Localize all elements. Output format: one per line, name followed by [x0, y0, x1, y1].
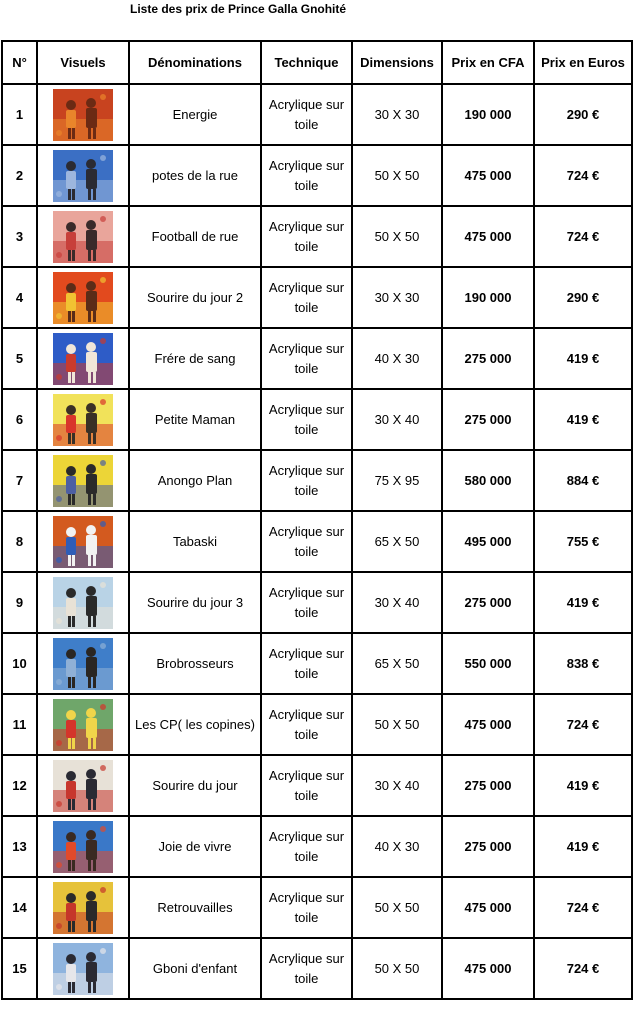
artwork-thumbnail[interactable]: [53, 89, 113, 141]
price-euro: 755 €: [534, 511, 632, 572]
price-euro: 724 €: [534, 145, 632, 206]
artwork-name: Energie: [129, 84, 261, 145]
artwork-thumbnail[interactable]: [53, 577, 113, 629]
price-cfa: 275 000: [442, 755, 534, 816]
artwork-dimensions: 50 X 50: [352, 694, 442, 755]
artwork-dimensions: 50 X 50: [352, 206, 442, 267]
artwork-name: Les CP( les copines): [129, 694, 261, 755]
price-euro: 724 €: [534, 938, 632, 999]
price-euro: 419 €: [534, 755, 632, 816]
artwork-name: Gboni d'enfant: [129, 938, 261, 999]
price-euro: 290 €: [534, 84, 632, 145]
artwork-technique: Acrylique sur toile: [261, 145, 352, 206]
artwork-thumbnail[interactable]: [53, 943, 113, 995]
table-row: [2, 389, 632, 450]
artwork-technique: Acrylique sur toile: [261, 694, 352, 755]
artwork-dimensions: 30 X 40: [352, 755, 442, 816]
artwork-technique: Acrylique sur toile: [261, 938, 352, 999]
table-row: [2, 511, 632, 572]
price-euro: 290 €: [534, 267, 632, 328]
artwork-visual: [37, 633, 129, 694]
artwork-technique: Acrylique sur toile: [261, 877, 352, 938]
artwork-visual: [37, 206, 129, 267]
price-euro: 419 €: [534, 816, 632, 877]
header-row: [2, 41, 632, 84]
artwork-technique: Acrylique sur toile: [261, 816, 352, 877]
artwork-thumbnail[interactable]: [53, 638, 113, 690]
artwork-name: Petite Maman: [129, 389, 261, 450]
price-cfa: 275 000: [442, 572, 534, 633]
table-row: [2, 694, 632, 755]
price-cfa: 495 000: [442, 511, 534, 572]
table-row: [2, 572, 632, 633]
row-number: 11: [2, 694, 37, 755]
artwork-dimensions: 75 X 95: [352, 450, 442, 511]
artwork-thumbnail[interactable]: [53, 699, 113, 751]
row-number: 9: [2, 572, 37, 633]
artwork-visual: [37, 450, 129, 511]
artwork-visual: [37, 816, 129, 877]
row-number: 13: [2, 816, 37, 877]
artwork-technique: Acrylique sur toile: [261, 84, 352, 145]
artwork-visual: [37, 694, 129, 755]
table-row: [2, 84, 632, 145]
table-row: [2, 145, 632, 206]
artwork-dimensions: 30 X 40: [352, 572, 442, 633]
price-cfa: 275 000: [442, 328, 534, 389]
artwork-name: potes de la rue: [129, 145, 261, 206]
artwork-technique: Acrylique sur toile: [261, 511, 352, 572]
artwork-thumbnail[interactable]: [53, 882, 113, 934]
price-cfa: 550 000: [442, 633, 534, 694]
header-technique: Technique: [261, 41, 352, 84]
row-number: 1: [2, 84, 37, 145]
row-number: 5: [2, 328, 37, 389]
artwork-name: Sourire du jour: [129, 755, 261, 816]
price-table: [1, 40, 633, 1000]
price-cfa: 190 000: [442, 267, 534, 328]
artwork-dimensions: 30 X 40: [352, 389, 442, 450]
artwork-technique: Acrylique sur toile: [261, 572, 352, 633]
artwork-technique: Acrylique sur toile: [261, 206, 352, 267]
table-row: [2, 938, 632, 999]
artwork-name: Sourire du jour 3: [129, 572, 261, 633]
artwork-dimensions: 65 X 50: [352, 511, 442, 572]
artwork-dimensions: 50 X 50: [352, 877, 442, 938]
artwork-dimensions: 50 X 50: [352, 145, 442, 206]
artwork-visual: [37, 755, 129, 816]
artwork-dimensions: 30 X 30: [352, 84, 442, 145]
artwork-visual: [37, 328, 129, 389]
price-euro: 884 €: [534, 450, 632, 511]
artwork-technique: Acrylique sur toile: [261, 389, 352, 450]
row-number: 10: [2, 633, 37, 694]
row-number: 7: [2, 450, 37, 511]
price-cfa: 275 000: [442, 816, 534, 877]
artwork-thumbnail[interactable]: [53, 150, 113, 202]
table-row: [2, 267, 632, 328]
artwork-visual: [37, 84, 129, 145]
artwork-technique: Acrylique sur toile: [261, 755, 352, 816]
row-number: 15: [2, 938, 37, 999]
artwork-visual: [37, 938, 129, 999]
header-price-eur: Prix en Euros: [534, 41, 632, 84]
table-row: [2, 328, 632, 389]
artwork-technique: Acrylique sur toile: [261, 450, 352, 511]
price-cfa: 275 000: [442, 389, 534, 450]
artwork-technique: Acrylique sur toile: [261, 267, 352, 328]
artwork-visual: [37, 877, 129, 938]
header-name: Dénominations: [129, 41, 261, 84]
price-cfa: 475 000: [442, 206, 534, 267]
artwork-dimensions: 30 X 30: [352, 267, 442, 328]
table-row: [2, 755, 632, 816]
row-number: 6: [2, 389, 37, 450]
price-cfa: 190 000: [442, 84, 534, 145]
artwork-visual: [37, 572, 129, 633]
price-euro: 724 €: [534, 206, 632, 267]
artwork-thumbnail[interactable]: [53, 272, 113, 324]
table-row: [2, 816, 632, 877]
row-number: 12: [2, 755, 37, 816]
artwork-technique: Acrylique sur toile: [261, 633, 352, 694]
artwork-thumbnail[interactable]: [53, 394, 113, 446]
artwork-visual: [37, 145, 129, 206]
price-euro: 838 €: [534, 633, 632, 694]
artwork-name: Tabaski: [129, 511, 261, 572]
header-visual: Visuels: [37, 41, 129, 84]
document-title: Liste des prix de Prince Galla Gnohité: [130, 2, 347, 16]
price-euro: 724 €: [534, 877, 632, 938]
row-number: 3: [2, 206, 37, 267]
artwork-thumbnail[interactable]: [53, 516, 113, 568]
artwork-visual: [37, 511, 129, 572]
row-number: 14: [2, 877, 37, 938]
artwork-name: Frére de sang: [129, 328, 261, 389]
artwork-name: Sourire du jour 2: [129, 267, 261, 328]
artwork-dimensions: 65 X 50: [352, 633, 442, 694]
price-cfa: 475 000: [442, 938, 534, 999]
artwork-name: Retrouvailles: [129, 877, 261, 938]
table-row: [2, 633, 632, 694]
artwork-name: Anongo Plan: [129, 450, 261, 511]
artwork-thumbnail[interactable]: [53, 455, 113, 507]
table-row: [2, 450, 632, 511]
table-row: [2, 206, 632, 267]
price-cfa: 475 000: [442, 145, 534, 206]
artwork-technique: Acrylique sur toile: [261, 328, 352, 389]
table-row: [2, 877, 632, 938]
header-dimensions: Dimensions: [352, 41, 442, 84]
header-num: N°: [2, 41, 37, 84]
price-euro: 419 €: [534, 328, 632, 389]
price-cfa: 475 000: [442, 694, 534, 755]
artwork-dimensions: 50 X 50: [352, 938, 442, 999]
artwork-name: Joie de vivre: [129, 816, 261, 877]
price-cfa: 475 000: [442, 877, 534, 938]
row-number: 4: [2, 267, 37, 328]
price-euro: 419 €: [534, 389, 632, 450]
artwork-thumbnail[interactable]: [53, 821, 113, 873]
row-number: 2: [2, 145, 37, 206]
price-cfa: 580 000: [442, 450, 534, 511]
artwork-dimensions: 40 X 30: [352, 328, 442, 389]
row-number: 8: [2, 511, 37, 572]
header-price-cfa: Prix en CFA: [442, 41, 534, 84]
artwork-thumbnail[interactable]: [53, 333, 113, 385]
artwork-name: Brobrosseurs: [129, 633, 261, 694]
artwork-visual: [37, 267, 129, 328]
artwork-thumbnail[interactable]: [53, 211, 113, 263]
price-euro: 724 €: [534, 694, 632, 755]
price-euro: 419 €: [534, 572, 632, 633]
artwork-thumbnail[interactable]: [53, 760, 113, 812]
artwork-visual: [37, 389, 129, 450]
artwork-name: Football de rue: [129, 206, 261, 267]
artwork-dimensions: 40 X 30: [352, 816, 442, 877]
